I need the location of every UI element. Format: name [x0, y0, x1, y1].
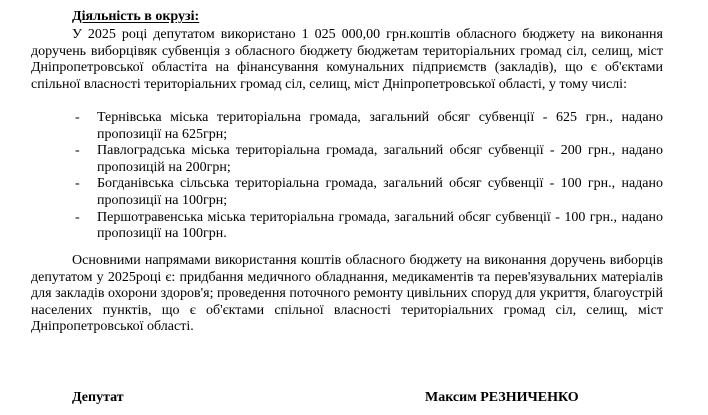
- intro-paragraph: У 2025 році депутатом використано 1 025 000,00 грн.коштів обласного бюджету на виконання доручень виборцівяк субвенція з обласного бюджету бюджетам територіальних громад сіл, селищ, міст Дніпропетровської областіта на фінансування комунальних підприємств (закладів), що є об'єктами спільної власності територіальних громад сіл, селищ, міст Дніпропетровської області, у тому числі:: [31, 27, 663, 92]
- list-item-text: Першотравенська міська територіальна громада, загальний обсяг субвенції - 100 грн., надано пропозиції на 100грн.: [97, 209, 663, 242]
- list-item-text: Павлоградська міська територіальна громада, загальний обсяг субвенції - 200 грн., надано пропозицій на 200грн;: [97, 143, 663, 175]
- list-bullet: -: [75, 176, 80, 192]
- signature-name: Максим РЕЗНИЧЕНКО: [425, 390, 579, 405]
- list-bullet: -: [75, 143, 80, 159]
- list-item: [31, 110, 663, 143]
- list-bullet: -: [75, 110, 80, 125]
- list-item-text: Богданівська сільська територіальна громада, загальний обсяг субвенції - 100 грн., надано пропозиції на 100грн;: [97, 176, 663, 208]
- signature-role: Депутат: [72, 390, 124, 405]
- list-item: [31, 143, 663, 176]
- section-heading: Діяльність в окрузі:: [72, 9, 200, 24]
- list-item: [31, 210, 663, 243]
- subvention-list: [31, 110, 663, 243]
- list-bullet: -: [75, 209, 80, 225]
- outro-paragraph: Основними напрямами використання коштів обласного бюджету на виконання доручень виборців депутатом у 2025році є: придбання медичного обладнання, медикаментів та перев'язувальних матеріалів для закладів охорони здоров'я; проведення поточного ремонту цивільних споруд для укриття, благоустрій населених пунктів, що є об'єктами спільної власності територіальних громад сіл, селищ, міст Дніпропетровської області.: [31, 253, 663, 335]
- list-item-text: Тернівська міська територіальна громада, загальний обсяг субвенції - 625 грн., надано пропозиції на 625грн;: [97, 110, 663, 142]
- list-item: [31, 176, 663, 209]
